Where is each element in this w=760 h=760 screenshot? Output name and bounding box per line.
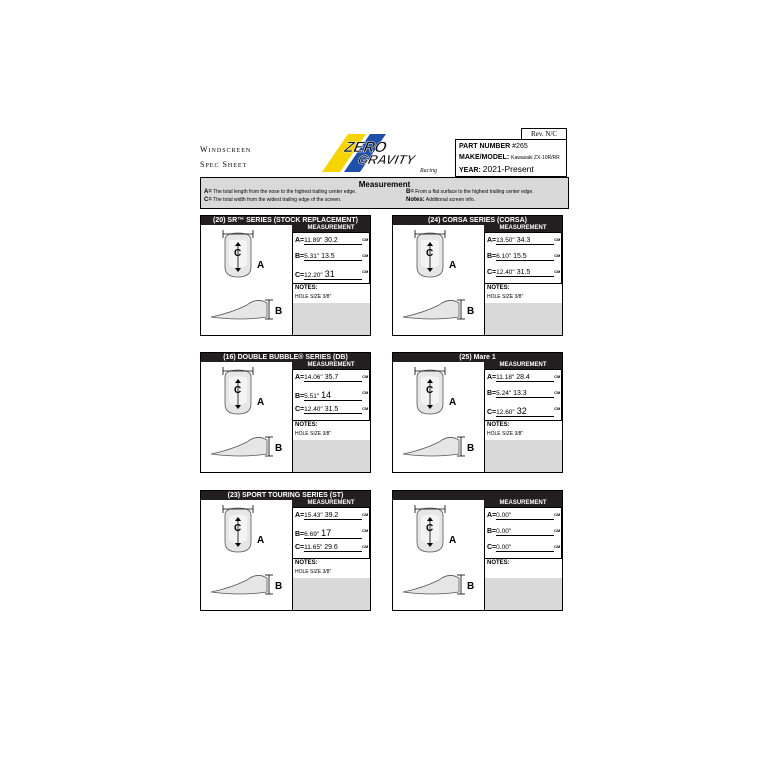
windscreen-diagram xyxy=(201,362,293,472)
card-title: (24) CORSA SERIES (CORSA) xyxy=(393,216,562,225)
card-c-in: 0.00" xyxy=(496,544,512,551)
windscreen-card-1 xyxy=(200,215,371,336)
measurement-b: B=6.69" 17 $^{CM}$ xyxy=(295,528,369,538)
label-a: A xyxy=(449,260,457,271)
label-b: B xyxy=(467,443,475,454)
measurement-header: MEASUREMENT xyxy=(292,225,370,232)
card-a-in: 0.00" xyxy=(496,512,512,519)
notes-header: NOTES: xyxy=(485,559,562,569)
screen-side-view xyxy=(403,575,459,594)
notes-text xyxy=(485,569,562,578)
card-b-in: 5.51" xyxy=(304,393,320,400)
card-c-cm: 29.6 xyxy=(324,544,338,551)
part-number-value: #265 xyxy=(512,143,528,150)
card-b-cm: 13.3 xyxy=(513,390,527,397)
measurement-a: A=11.18" 28.4 $^{CM}$ xyxy=(487,374,561,381)
measurement-header: MEASUREMENT xyxy=(292,500,370,507)
notes-text: HOLE SIZE 3/8" xyxy=(485,294,562,303)
measurement-b: B=5.51" 14 $^{CM}$ xyxy=(295,390,369,400)
legend-notes: Notes: Additional screen info. xyxy=(406,197,475,203)
card-a-cm: 30.2 xyxy=(324,237,338,244)
card-a-in: 11.89" xyxy=(304,237,323,244)
card-b-cm: 15.5 xyxy=(513,253,527,260)
measurement-values xyxy=(484,232,562,286)
screen-side-view xyxy=(403,437,459,456)
measurement-c: C=11.65" 29.6 $^{CM}$ xyxy=(295,544,369,551)
card-b-cm: 17 xyxy=(321,528,332,538)
windscreen-diagram xyxy=(201,225,293,335)
label-c: C xyxy=(426,248,434,259)
notes-text: HOLE SIZE 3/8" xyxy=(293,569,370,578)
make-model-value: Kawasaki ZX-10R/RR xyxy=(511,155,560,161)
label-a: A xyxy=(449,397,457,408)
year-value: 2021-Present xyxy=(482,164,534,174)
measurement-c: C=12.60" 32 $^{CM}$ xyxy=(487,406,561,416)
label-a: A xyxy=(257,397,265,408)
card-a-in: 15.43" xyxy=(304,512,323,519)
measurement-legend xyxy=(200,177,569,209)
card-a-cm: 34.3 xyxy=(516,237,531,244)
windscreen-diagram xyxy=(201,500,293,610)
measurement-values xyxy=(292,369,370,423)
measurement-header: MEASUREMENT xyxy=(484,362,562,369)
card-b-in: 6.10" xyxy=(496,253,512,260)
logo-tagline: Racing xyxy=(420,168,437,174)
label-b: B xyxy=(467,306,475,317)
card-c-cm: 31.5 xyxy=(516,269,531,276)
card-a-cm: 39.2 xyxy=(324,512,339,519)
windscreen-diagram xyxy=(393,500,485,610)
measurement-b: B=6.10" 15.5 $^{CM}$ xyxy=(487,253,561,260)
measurement-a: A=14.06" 35.7 $^{CM}$ xyxy=(295,374,369,381)
notes-box xyxy=(484,420,562,472)
label-b: B xyxy=(275,443,283,454)
measurement-b: B=5.31" 13.5 $^{CM}$ xyxy=(295,253,369,260)
notes-box xyxy=(292,420,370,472)
measurement-values xyxy=(484,369,562,423)
logo-word-zero: ZERO xyxy=(342,139,389,156)
card-c-in: 12.40" xyxy=(304,406,323,413)
spec-sheet xyxy=(192,124,577,639)
notes-text: HOLE SIZE 3/8" xyxy=(293,431,370,440)
measurement-values xyxy=(292,232,370,286)
card-title: (20) SR™ SERIES (STOCK REPLACEMENT) xyxy=(201,216,370,225)
windscreen-diagram xyxy=(393,225,485,335)
measurement-b: B=0.00" $^{CM}$ xyxy=(487,528,561,535)
zero-gravity-logo xyxy=(308,132,458,174)
label-b: B xyxy=(275,306,283,317)
notes-header: NOTES: xyxy=(293,559,370,569)
revision-box: Rev. N/C xyxy=(521,128,567,140)
label-c: C xyxy=(234,523,242,534)
measurement-header: MEASUREMENT xyxy=(292,362,370,369)
card-a-cm: 28.4 xyxy=(516,374,530,381)
card-a-in: 14.06" xyxy=(304,374,323,381)
measurement-header: MEASUREMENT xyxy=(484,225,562,232)
card-a-in: 13.50" xyxy=(496,237,515,244)
notes-box xyxy=(484,283,562,335)
measurement-a: A=15.43" 39.2 $^{CM}$ xyxy=(295,512,369,519)
card-title: (23) SPORT TOURING SERIES (ST) xyxy=(201,491,370,500)
measurement-b: B=5.24" 13.3 $^{CM}$ xyxy=(487,390,561,397)
label-a: A xyxy=(257,535,265,546)
notes-header: NOTES: xyxy=(293,284,370,294)
card-title: (25) Mare 1 xyxy=(393,353,562,362)
notes-text: HOLE SIZE 3/8" xyxy=(485,431,562,440)
label-c: C xyxy=(426,385,434,396)
notes-header: NOTES: xyxy=(293,421,370,431)
card-b-in: 0.00" xyxy=(496,528,512,535)
card-b-in: 6.69" xyxy=(304,531,320,538)
windscreen-card-6 xyxy=(392,490,563,611)
measurement-a: A=11.89" 30.2 $^{CM}$ xyxy=(295,237,369,244)
notes-header: NOTES: xyxy=(485,421,562,431)
card-b-cm: 14 xyxy=(321,390,332,400)
measurement-c: C=12.40" 31.5 $^{CM}$ xyxy=(295,406,369,413)
card-c-in: 12.40" xyxy=(496,269,515,276)
card-c-in: 12.60" xyxy=(496,409,515,416)
card-title: (16) DOUBLE BUBBLE® SERIES (DB) xyxy=(201,353,370,362)
card-a-in: 11.18" xyxy=(496,374,515,381)
screen-side-view xyxy=(211,300,267,319)
label-b: B xyxy=(275,581,283,592)
windscreen-card-3 xyxy=(200,352,371,473)
label-b: B xyxy=(467,581,475,592)
windscreen-card-4 xyxy=(392,352,563,473)
windscreen-card-5 xyxy=(200,490,371,611)
card-b-in: 5.31" xyxy=(304,253,320,260)
windscreen-diagram xyxy=(393,362,485,472)
label-c: C xyxy=(234,385,242,396)
label-c: C xyxy=(426,523,434,534)
legend-b: B= From a flat surface to the highest trailing center edge. xyxy=(406,189,534,195)
year-label: YEAR: xyxy=(459,167,481,174)
measurement-values xyxy=(292,507,370,561)
logo-word-gravity: GRAVITY xyxy=(356,152,417,167)
card-b-cm: 13.5 xyxy=(321,253,335,260)
notes-box xyxy=(292,558,370,610)
notes-box xyxy=(484,558,562,610)
measurement-header: MEASUREMENT xyxy=(484,500,562,507)
legend-c: C= The total width from the widest trailing edge of the screen. xyxy=(204,197,342,203)
screen-side-view xyxy=(211,437,267,456)
measurement-a: A=0.00" $^{CM}$ xyxy=(487,512,561,519)
part-number-label: PART NUMBER xyxy=(459,143,511,150)
card-b-in: 5.24" xyxy=(496,390,512,397)
part-info-box xyxy=(455,139,567,177)
notes-header: NOTES: xyxy=(485,284,562,294)
card-a-cm: 35.7 xyxy=(324,374,339,381)
measurement-values xyxy=(484,507,562,561)
measurement-a: A=13.50" 34.3 $^{CM}$ xyxy=(487,237,561,244)
card-c-cm: 31.5 xyxy=(324,406,339,413)
doc-title xyxy=(200,142,251,172)
label-a: A xyxy=(449,535,457,546)
label-a: A xyxy=(257,260,265,271)
measurement-c: C=12.20" 31 $^{CM}$ xyxy=(295,269,369,279)
card-c-in: 11.65" xyxy=(304,544,323,551)
measurement-c: C=12.40" 31.5 $^{CM}$ xyxy=(487,269,561,276)
card-c-cm: 32 xyxy=(516,406,527,416)
card-c-cm: 31 xyxy=(324,269,335,279)
measurement-c: C=0.00" $^{CM}$ xyxy=(487,544,561,551)
card-c-in: 12.20" xyxy=(304,272,323,279)
screen-side-view xyxy=(211,575,267,594)
measurement-legend-title: Measurement xyxy=(358,180,411,189)
notes-text: HOLE SIZE 3/8" xyxy=(293,294,370,303)
screen-side-view xyxy=(403,300,459,319)
card-title xyxy=(393,491,562,500)
windscreen-card-2 xyxy=(392,215,563,336)
doc-title-line1: Windscreen xyxy=(200,145,252,154)
label-c: C xyxy=(234,248,242,259)
doc-title-line2: Spec Sheet xyxy=(200,160,248,169)
legend-a: A= The total length from the nose to the highest trailing center edge. xyxy=(204,189,357,195)
notes-box xyxy=(292,283,370,335)
make-model-label: MAKE/MODEL: xyxy=(459,154,510,161)
